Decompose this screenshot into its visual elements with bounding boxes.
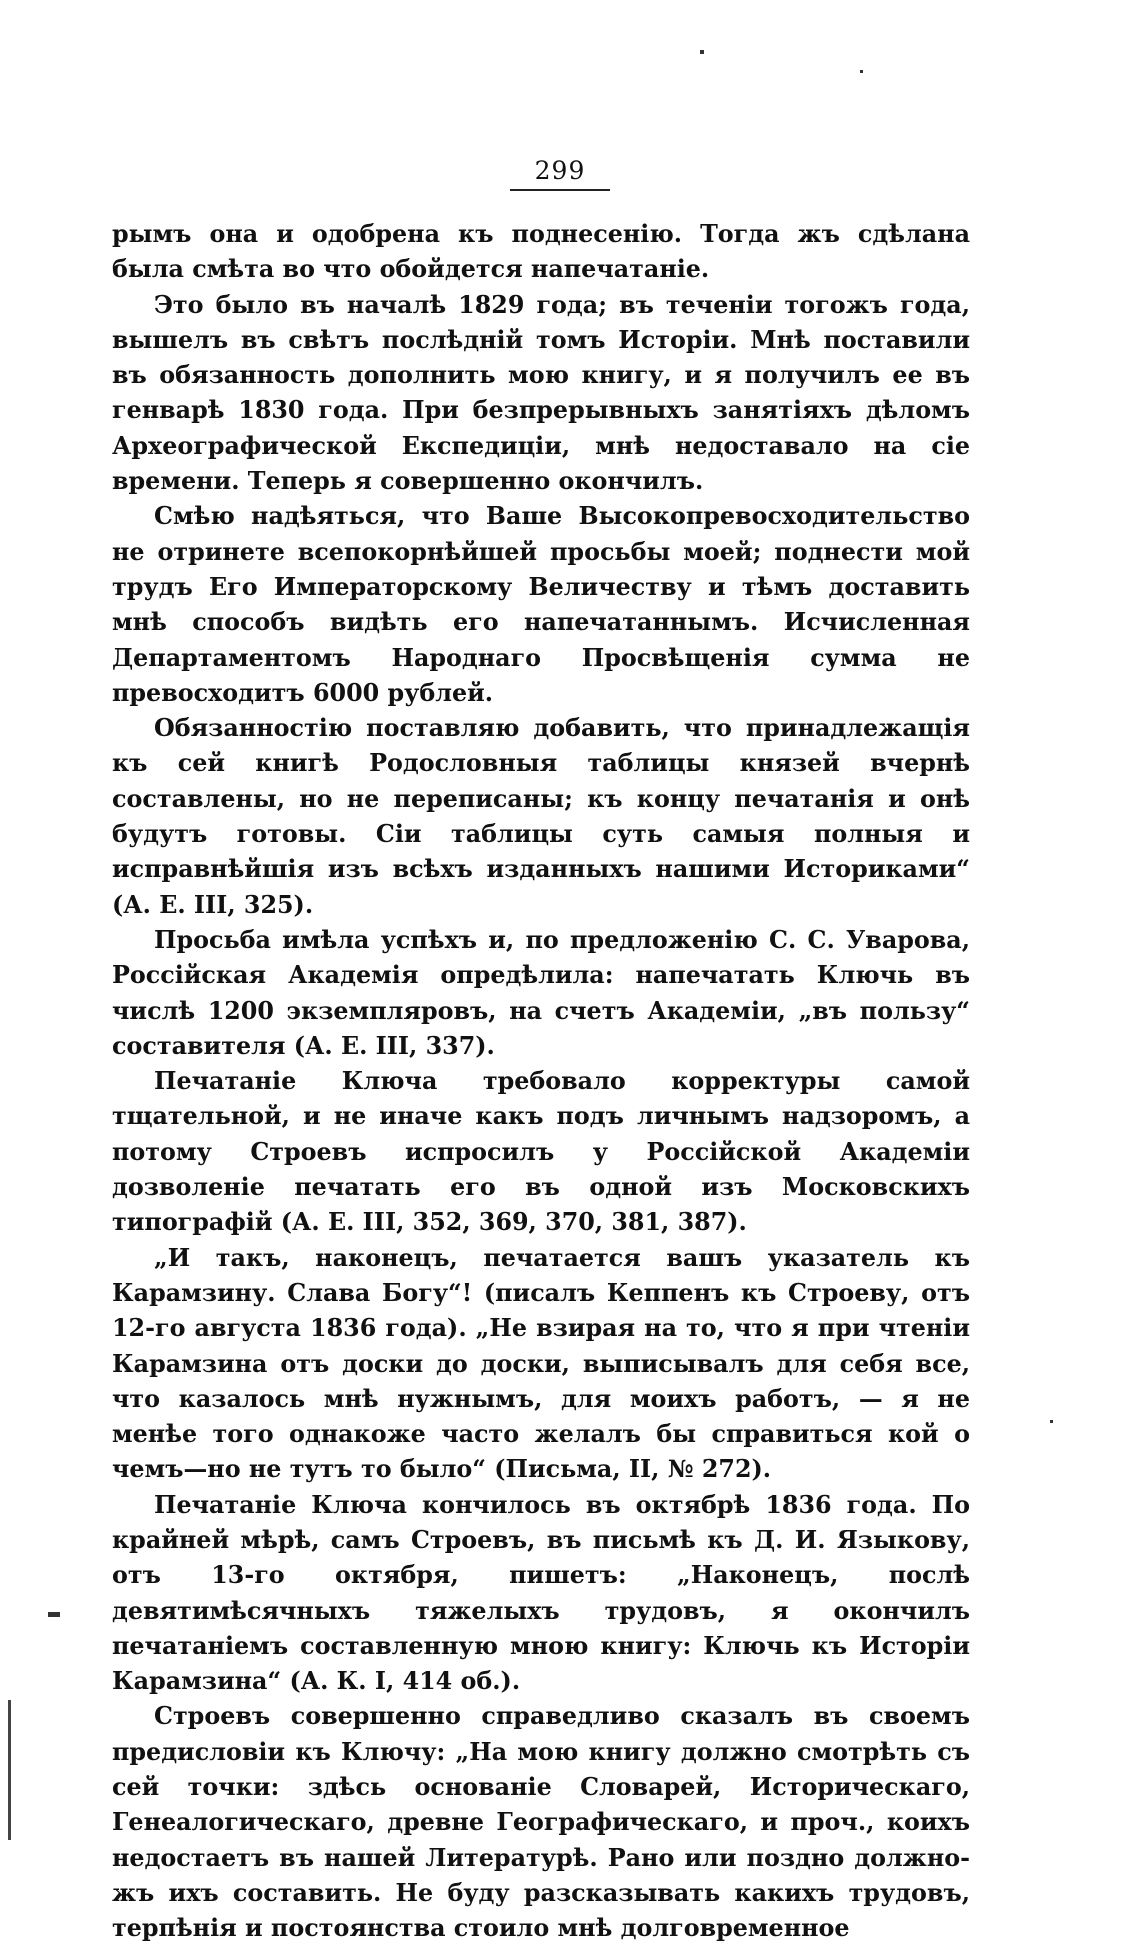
scan-speck <box>860 70 863 73</box>
paragraph-1: рымъ она и одобрена къ поднесенію. Тогда жъ сдѣлана была смѣта во что обойдется напечатаніе. <box>112 220 970 284</box>
scan-speck <box>8 1700 11 1840</box>
scan-speck <box>1050 1420 1053 1423</box>
paragraph-7: „И такъ, наконецъ, печатается вашъ указатель къ Карамзину. Слава Богу“! (писалъ Кеппенъ къ Строеву, отъ 12-го августа 1836 года). „Не взирая на то, что я при чтеніи Карамзина отъ доски до доски, выписывалъ для себя все, что казалось мнѣ нужнымъ, для моихъ работъ, — я не менѣе того однакоже часто желалъ бы справиться кой о чемъ—но не тутъ то было“ (Письма, II, № 272). <box>112 1243 970 1484</box>
paragraph-9: Строевъ совершенно справедливо сказалъ въ своемъ предисловіи къ Ключу: „На мою книгу должно смотрѣть съ сей точки: здѣсь основаніе Словарей, Историческаго, Генеалогическаго, древне Географическаго, и проч., коихъ недостаетъ въ нашей Литературѣ. Рано или поздно должно-жъ ихъ составить. Не буду разсказывать какихъ трудовъ, терпѣнія и постоянства стоило мнѣ долговременное <box>112 1702 970 1943</box>
paragraph-8: Печатаніе Ключа кончилось въ октябрѣ 1836 года. По крайней мѣрѣ, самъ Строевъ, въ письмѣ къ Д. И. Языкову, отъ 13-го октября, пишетъ: „Наконецъ, послѣ девятимѣсячныхъ тяжелыхъ трудовъ, я окончилъ печатаніемъ составленную мною книгу: Ключь къ Исторіи Карамзина“ (А. К. I, 414 об.). <box>112 1490 970 1696</box>
scan-speck <box>700 50 704 54</box>
paragraph-2: Это было въ началѣ 1829 года; въ теченіи тогожъ года, вышелъ въ свѣтъ послѣдній томъ Исторіи. Мнѣ поставили въ обязанность дополнить мою книгу, и я получилъ ее въ генварѣ 1830 года. При безпрерывныхъ занятіяхъ дѣломъ Археографической Експедиціи, мнѣ недоставало на сіе времени. Теперь я совершенно окончилъ. <box>112 290 970 496</box>
scan-speck <box>48 1612 60 1617</box>
paragraph-4: Обязанностію поставляю добавить, что принадлежащія къ сей книгѣ Родословныя таблицы князей вчернѣ составлены, но не переписаны; къ концу печатанія и онѣ будутъ готовы. Сіи таблицы суть самыя полныя и исправнѣйшія изъ всѣхъ изданныхъ нашими Историками“ (А. Е. III, 325). <box>112 714 970 919</box>
body-text <box>112 217 970 1947</box>
paragraph-3: Смѣю надѣяться, что Ваше Высокопревосходительство не отринете всепокорнѣйшей просьбы моей; поднести мой трудъ Его Императорскому Величеству и тѣмъ доставить мнѣ способъ видѣть его напечатаннымъ. Исчисленная Департаментомъ Народнаго Просвѣщенія сумма не превосходитъ 6000 рублей. <box>112 502 970 707</box>
page-number: 299 <box>510 156 610 191</box>
paragraph-5: Просьба имѣла успѣхъ и, по предложенію С. С. Уварова, Россійская Академія опредѣлила: напечатать Ключь въ числѣ 1200 экземпляровъ, на счетъ Академіи, „въ пользу“ составителя (А. Е. III, 337). <box>112 925 970 1060</box>
paragraph-6: Печатаніе Ключа требовало корректуры самой тщательной, и не иначе какъ подъ личнымъ надзоромъ, а потому Строевъ испросилъ у Россійской Академіи дозволеніе печатать его въ одной изъ Московскихъ типографій (А. Е. III, 352, 369, 370, 381, 387). <box>112 1067 970 1237</box>
